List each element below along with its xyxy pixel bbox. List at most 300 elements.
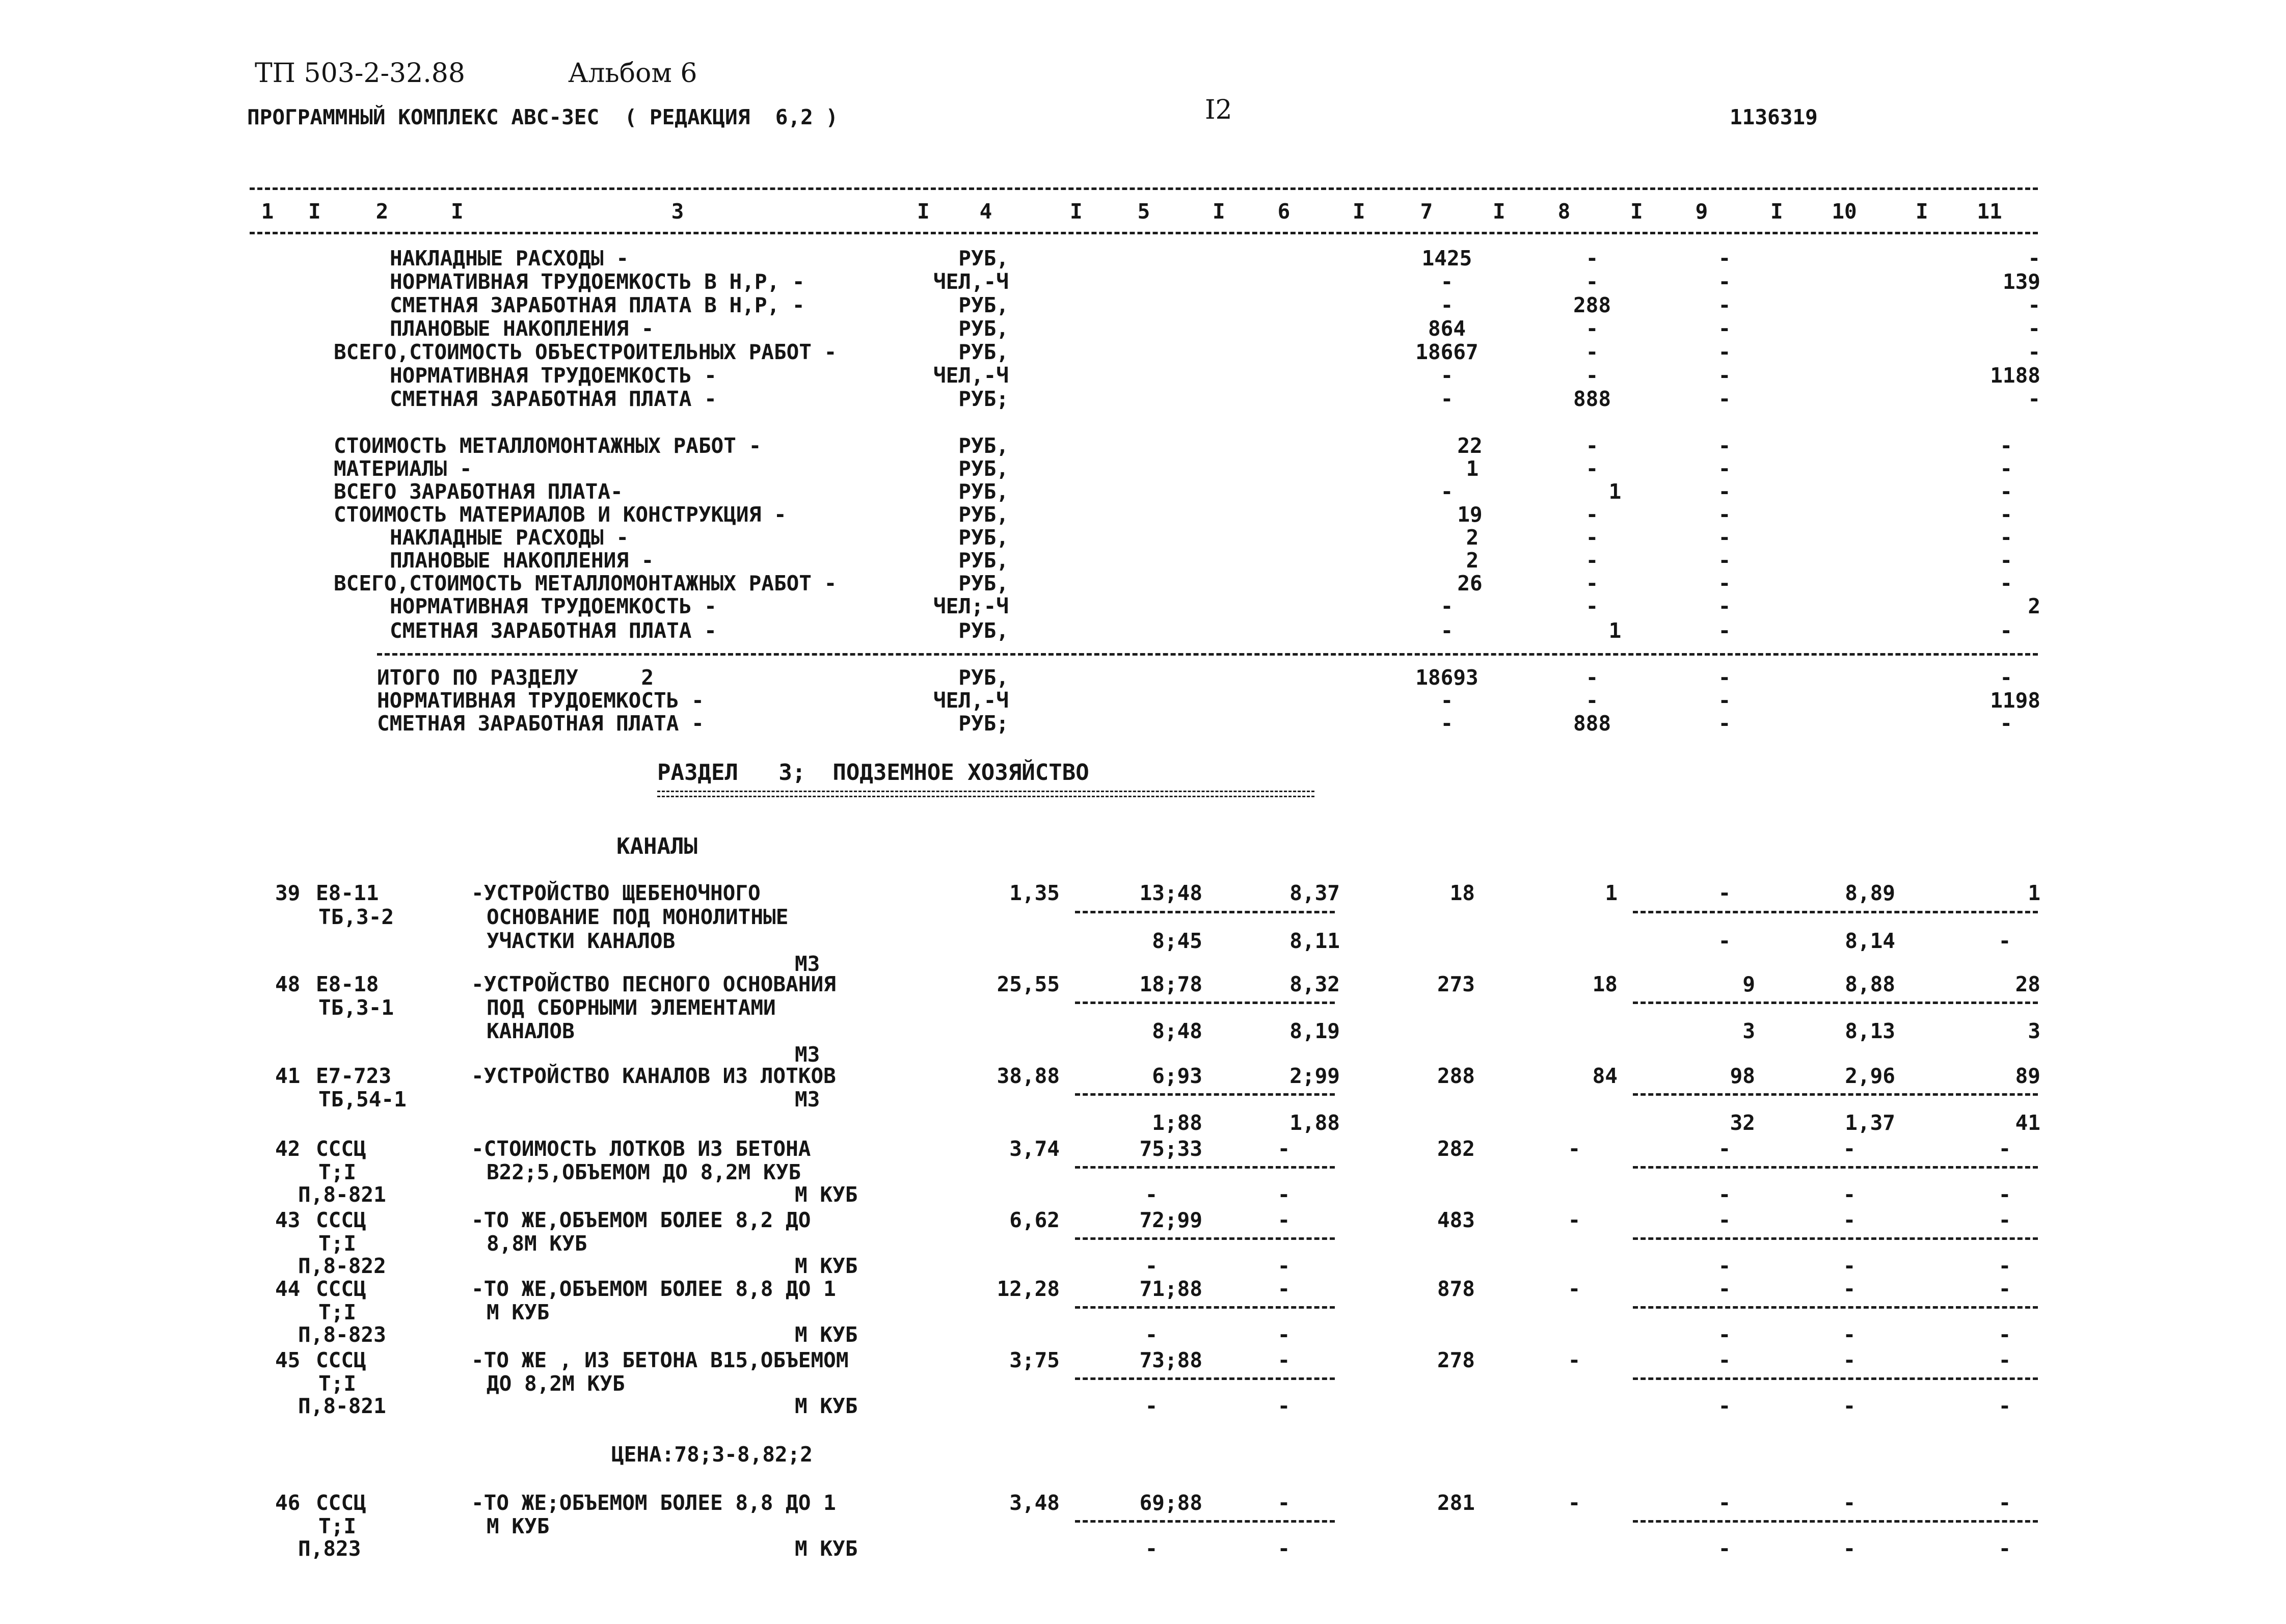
cell-rule xyxy=(1633,1237,2038,1240)
summary-col11: - xyxy=(2000,456,2012,481)
cell-rule xyxy=(1075,1002,1335,1004)
summary-col9: - xyxy=(1718,618,1731,643)
item-description: М КУБ xyxy=(487,1514,550,1538)
item-description: -ТО ЖЕ,ОБЪЕМОМ БОЛЕЕ 8,2 ДО xyxy=(471,1208,811,1232)
item-col6: 8,37 xyxy=(1289,881,1340,905)
summary-col11: - xyxy=(2000,618,2012,643)
summary-col11: - xyxy=(2028,293,2040,317)
item-col9-sub: - xyxy=(1718,929,1731,953)
item-col6-sub: 1,88 xyxy=(1289,1111,1340,1135)
item-total: 18 xyxy=(1449,881,1475,905)
cell-rule xyxy=(1075,1520,1335,1523)
item-col9: - xyxy=(1718,1491,1731,1515)
item-col10-sub: 8,14 xyxy=(1845,929,1895,953)
summary-label: СТОИМОСТЬ МЕТАЛЛОМОНТАЖНЫХ РАБОТ - xyxy=(334,434,762,458)
column-header-11: 11 xyxy=(1977,199,2002,224)
summary-col11: - xyxy=(2028,246,2040,270)
item-total: 288 xyxy=(1437,1064,1475,1088)
item-code: СССЦ xyxy=(316,1348,366,1372)
summary-label: ВСЕГО,СТОИМОСТЬ МЕТАЛЛОМОНТАЖНЫХ РАБОТ - xyxy=(334,571,837,596)
summary-unit: РУБ, xyxy=(958,502,1009,527)
item-number: 44 xyxy=(275,1277,301,1301)
item-unit-price-sub: - xyxy=(1145,1536,1158,1561)
cell-rule xyxy=(1075,1377,1335,1380)
item-quantity: 3,48 xyxy=(1009,1491,1060,1515)
item-code: СССЦ xyxy=(316,1208,366,1232)
item-col10-sub: - xyxy=(1843,1536,1856,1561)
cell-rule xyxy=(1633,1093,2038,1096)
item-col6: - xyxy=(1277,1136,1290,1161)
column-separators: I xyxy=(308,199,321,224)
item-col9: - xyxy=(1718,1136,1731,1161)
summary-col9: - xyxy=(1718,456,1731,481)
totals-col11: - xyxy=(2000,665,2012,690)
item-code-ref: Т;I xyxy=(318,1514,357,1538)
item-total: 278 xyxy=(1437,1348,1475,1372)
summary-unit: РУБ, xyxy=(958,316,1009,341)
album-label: Альбом 6 xyxy=(568,58,697,89)
program-title: ПРОГРАММНЫЙ КОМПЛЕКС АВС-3ЕС ( РЕДАКЦИЯ 6,2 ) xyxy=(247,105,839,129)
item-col9-sub: - xyxy=(1718,1182,1731,1207)
item-unit: М3 xyxy=(795,952,820,976)
item-col9-sub: 32 xyxy=(1730,1111,1755,1135)
item-col11: - xyxy=(1998,1208,2011,1232)
item-col10: - xyxy=(1843,1208,1856,1232)
item-col10-sub: 1,37 xyxy=(1845,1111,1895,1135)
summary-col11: 139 xyxy=(2002,269,2040,294)
item-col11-sub: - xyxy=(1998,1254,2011,1278)
summary-col7: 1 xyxy=(1466,456,1479,481)
totals-label: НОРМАТИВНАЯ ТРУДОЕМКОСТЬ - xyxy=(377,688,704,713)
item-code-ref: ТБ,3-1 xyxy=(318,995,394,1020)
summary-unit: РУБ; xyxy=(958,387,1009,411)
summary-col8: - xyxy=(1585,456,1599,481)
item-quantity: 3,74 xyxy=(1009,1136,1060,1161)
summary-col11: - xyxy=(2000,571,2012,596)
item-col8: - xyxy=(1568,1491,1581,1515)
summary-unit: РУБ, xyxy=(958,525,1009,550)
totals-rule xyxy=(377,653,2038,656)
item-unit-price-sub: 8;48 xyxy=(1152,1019,1202,1043)
summary-col7: - xyxy=(1440,269,1454,294)
item-col11: - xyxy=(1998,1348,2011,1372)
item-col9-sub: - xyxy=(1718,1322,1731,1347)
summary-col9: - xyxy=(1718,316,1731,341)
item-code-ref: Т;I xyxy=(318,1371,357,1396)
item-total: 878 xyxy=(1437,1277,1475,1301)
item-unit-price-sub: - xyxy=(1145,1254,1158,1278)
summary-label: МАТЕРИАЛЫ - xyxy=(334,456,472,481)
totals-col8: 888 xyxy=(1573,711,1611,736)
item-unit-price: 73;88 xyxy=(1139,1348,1202,1372)
item-code: СССЦ xyxy=(316,1491,366,1515)
item-code: СССЦ xyxy=(316,1277,366,1301)
item-col10: - xyxy=(1843,1491,1856,1515)
summary-unit: ЧЕЛ,-Ч xyxy=(933,363,1009,388)
column-separator: I xyxy=(1353,199,1365,224)
summary-col11: - xyxy=(2000,502,2012,527)
summary-col9: - xyxy=(1718,571,1731,596)
item-unit-price: 6;93 xyxy=(1152,1064,1202,1088)
item-unit: М КУБ xyxy=(795,1536,858,1561)
item-col6-sub: - xyxy=(1277,1536,1290,1561)
item-col6-sub: - xyxy=(1277,1322,1290,1347)
header-top-rule xyxy=(250,187,2038,190)
summary-col9: - xyxy=(1718,479,1731,504)
column-separator: I xyxy=(1630,199,1643,224)
summary-col8: - xyxy=(1585,548,1599,573)
summary-col7: 864 xyxy=(1428,316,1466,341)
summary-label: НАКЛАДНЫЕ РАСХОДЫ - xyxy=(390,246,629,270)
summary-col7: - xyxy=(1440,387,1454,411)
summary-label: НАКЛАДНЫЕ РАСХОДЫ - xyxy=(390,525,629,550)
summary-col9: - xyxy=(1718,269,1731,294)
item-description: -СТОИМОСТЬ ЛОТКОВ ИЗ БЕТОНА xyxy=(471,1136,811,1161)
summary-unit: РУБ, xyxy=(958,293,1009,317)
column-separator: I xyxy=(451,199,464,224)
summary-col11: - xyxy=(2000,525,2012,550)
item-col8: 18 xyxy=(1592,972,1618,996)
item-col11-sub: 41 xyxy=(2015,1111,2040,1135)
item-description: -УСТРОЙСТВО КАНАЛОВ ИЗ ЛОТКОВ xyxy=(471,1064,836,1088)
summary-col9: - xyxy=(1718,363,1731,388)
item-total: 281 xyxy=(1437,1491,1475,1515)
summary-col11: 1188 xyxy=(1990,363,2040,388)
summary-col8: - xyxy=(1585,434,1599,458)
item-description: 8,8М КУБ xyxy=(487,1231,587,1256)
item-description: -ТО ЖЕ , ИЗ БЕТОНА В15,ОБЪЕМОМ xyxy=(471,1348,849,1372)
section-subtitle: КАНАЛЫ xyxy=(616,833,697,859)
summary-label: ПЛАНОВЫЕ НАКОПЛЕНИЯ - xyxy=(390,316,654,341)
item-col10-sub: - xyxy=(1843,1322,1856,1347)
item-col10: - xyxy=(1843,1136,1856,1161)
item-number: 41 xyxy=(275,1064,301,1088)
item-total: 483 xyxy=(1437,1208,1475,1232)
item-description: УЧАСТКИ КАНАЛОВ xyxy=(487,929,676,953)
item-unit-price: 69;88 xyxy=(1139,1491,1202,1515)
summary-col9: - xyxy=(1718,502,1731,527)
item-col8: - xyxy=(1568,1208,1581,1232)
item-col10: 2,96 xyxy=(1845,1064,1895,1088)
section-title: РАЗДЕЛ 3; ПОДЗЕМНОЕ ХОЗЯЙСТВО xyxy=(657,760,1089,786)
item-description: -ТО ЖЕ;ОБЪЕМОМ БОЛЕЕ 8,8 ДО 1 xyxy=(471,1491,836,1515)
item-col11: - xyxy=(1998,1277,2011,1301)
cell-rule xyxy=(1633,911,2038,913)
item-code: Е8-18 xyxy=(316,972,379,996)
item-col6: - xyxy=(1277,1208,1290,1232)
item-col10-sub: 8,13 xyxy=(1845,1019,1895,1043)
item-col8: - xyxy=(1568,1136,1581,1161)
summary-unit: РУБ, xyxy=(958,456,1009,481)
column-separator: I xyxy=(1493,199,1505,224)
item-quantity: 12,28 xyxy=(997,1277,1060,1301)
summary-col7: - xyxy=(1440,363,1454,388)
summary-col8: - xyxy=(1585,594,1599,618)
summary-col7: 1425 xyxy=(1421,246,1472,270)
cell-rule xyxy=(1075,1306,1335,1309)
item-code-ref: П,8-822 xyxy=(298,1254,386,1278)
summary-unit: РУБ, xyxy=(958,618,1009,643)
item-col10: - xyxy=(1843,1348,1856,1372)
summary-col7: 18667 xyxy=(1415,340,1478,364)
document-number: 1136319 xyxy=(1730,105,1818,129)
item-quantity: 6,62 xyxy=(1009,1208,1060,1232)
cell-rule xyxy=(1075,1166,1335,1169)
item-description: КАНАЛОВ xyxy=(487,1019,575,1043)
totals-col7: 18693 xyxy=(1415,665,1478,690)
column-header-8: 8 xyxy=(1557,199,1571,224)
column-separator: I xyxy=(917,199,930,224)
totals-col8: - xyxy=(1585,688,1599,713)
item-code: Е8-11 xyxy=(316,881,379,905)
item-col9-sub: - xyxy=(1718,1536,1731,1561)
summary-label: ВСЕГО ЗАРАБОТНАЯ ПЛАТА- xyxy=(334,479,623,504)
column-header-1: 1 xyxy=(261,199,274,224)
item-col11: - xyxy=(1998,1491,2011,1515)
summary-col7: - xyxy=(1440,479,1454,504)
totals-label: ИТОГО ПО РАЗДЕЛУ 2 xyxy=(377,665,654,690)
item-col6-sub: - xyxy=(1277,1254,1290,1278)
summary-col11: - xyxy=(2028,387,2040,411)
page-number: I2 xyxy=(1205,95,1232,125)
item-col9: - xyxy=(1718,881,1731,905)
summary-col8: - xyxy=(1585,363,1599,388)
item-col11-sub: - xyxy=(1998,1394,2011,1418)
item-number: 42 xyxy=(275,1136,301,1161)
item-code: Е7-723 xyxy=(316,1064,392,1088)
item-unit-price: 71;88 xyxy=(1139,1277,1202,1301)
item-code-ref: ТБ,54-1 xyxy=(318,1087,407,1112)
summary-unit: РУБ, xyxy=(958,479,1009,504)
item-col10: - xyxy=(1843,1277,1856,1301)
cell-rule xyxy=(1075,911,1335,913)
column-header-2: 2 xyxy=(375,199,389,224)
summary-label: НОРМАТИВНАЯ ТРУДОЕМКОСТЬ - xyxy=(390,363,717,388)
column-header-10: 10 xyxy=(1832,199,1857,224)
item-unit-price-sub: - xyxy=(1145,1322,1158,1347)
summary-col9: - xyxy=(1718,594,1731,618)
item-description: -УСТРОЙСТВО ЩЕБЕНОЧНОГО xyxy=(471,881,761,905)
summary-col8: - xyxy=(1585,502,1599,527)
item-col6-sub: - xyxy=(1277,1182,1290,1207)
item-code: СССЦ xyxy=(316,1136,366,1161)
item-number: 46 xyxy=(275,1491,301,1515)
item-col11: 89 xyxy=(2015,1064,2040,1088)
summary-col8: - xyxy=(1585,340,1599,364)
item-quantity: 3;75 xyxy=(1009,1348,1060,1372)
totals-label: СМЕТНАЯ ЗАРАБОТНАЯ ПЛАТА - xyxy=(377,711,704,736)
summary-col8: 288 xyxy=(1573,293,1611,317)
item-unit-price: 72;99 xyxy=(1139,1208,1202,1232)
item-col6: - xyxy=(1277,1277,1290,1301)
summary-unit: РУБ, xyxy=(958,340,1009,364)
summary-unit: РУБ, xyxy=(958,246,1009,270)
summary-col11: - xyxy=(2000,548,2012,573)
section-title-underline xyxy=(657,791,1314,797)
cell-rule xyxy=(1633,1306,2038,1309)
item-number: 48 xyxy=(275,972,301,996)
item-number: 39 xyxy=(275,881,301,905)
totals-col8: - xyxy=(1585,665,1599,690)
item-col9-sub: - xyxy=(1718,1254,1731,1278)
item-unit-price: 75;33 xyxy=(1139,1136,1202,1161)
summary-label: СМЕТНАЯ ЗАРАБОТНАЯ ПЛАТА - xyxy=(390,387,717,411)
column-header-4: 4 xyxy=(979,199,992,224)
summary-col8: 1 xyxy=(1608,479,1622,504)
price-note: ЦЕНА:78;3-8,82;2 xyxy=(611,1442,813,1467)
item-total: 273 xyxy=(1437,972,1475,996)
item-col11-sub: 3 xyxy=(2028,1019,2040,1043)
summary-col11: - xyxy=(2028,316,2040,341)
totals-unit: РУБ, xyxy=(958,665,1009,690)
summary-col7: - xyxy=(1440,594,1454,618)
summary-unit: РУБ, xyxy=(958,571,1009,596)
item-col10: 8,89 xyxy=(1845,881,1895,905)
item-code-ref: Т;I xyxy=(318,1231,357,1256)
summary-col9: - xyxy=(1718,293,1731,317)
header-bottom-rule xyxy=(250,232,2038,234)
summary-unit: РУБ, xyxy=(958,548,1009,573)
totals-col11: 1198 xyxy=(1990,688,2040,713)
item-col11-sub: - xyxy=(1998,1182,2011,1207)
summary-col9: - xyxy=(1718,387,1731,411)
item-description: ОСНОВАНИЕ ПОД МОНОЛИТНЫЕ xyxy=(487,905,789,929)
column-separator: I xyxy=(1770,199,1783,224)
item-number: 45 xyxy=(275,1348,301,1372)
summary-label: СМЕТНАЯ ЗАРАБОТНАЯ ПЛАТА В Н,Р, - xyxy=(390,293,805,317)
item-unit-price: 18;78 xyxy=(1139,972,1202,996)
item-unit: М КУБ xyxy=(795,1322,858,1347)
item-unit-price-sub: 8;45 xyxy=(1152,929,1202,953)
item-col8: - xyxy=(1568,1348,1581,1372)
item-col9: - xyxy=(1718,1208,1731,1232)
summary-label: СМЕТНАЯ ЗАРАБОТНАЯ ПЛАТА - xyxy=(390,618,717,643)
summary-label: ПЛАНОВЫЕ НАКОПЛЕНИЯ - xyxy=(390,548,654,573)
summary-col8: - xyxy=(1585,525,1599,550)
item-description: М КУБ xyxy=(487,1300,550,1324)
item-col9-sub: 3 xyxy=(1742,1019,1755,1043)
item-col11: - xyxy=(1998,1136,2011,1161)
item-col6: 8,32 xyxy=(1289,972,1340,996)
item-unit: М3 xyxy=(795,1042,820,1067)
item-col6-sub: 8,11 xyxy=(1289,929,1340,953)
item-description: ПОД СБОРНЫМИ ЭЛЕМЕНТАМИ xyxy=(487,995,776,1020)
summary-col8: - xyxy=(1585,571,1599,596)
item-col10-sub: - xyxy=(1843,1394,1856,1418)
summary-col7: - xyxy=(1440,618,1454,643)
column-separator: I xyxy=(1213,199,1225,224)
item-col9: 9 xyxy=(1742,972,1755,996)
item-col6: - xyxy=(1277,1348,1290,1372)
cell-rule xyxy=(1633,1002,2038,1004)
item-col9: - xyxy=(1718,1277,1731,1301)
item-unit: М КУБ xyxy=(795,1394,858,1418)
item-col6-sub: - xyxy=(1277,1394,1290,1418)
column-header-6: 6 xyxy=(1277,199,1290,224)
item-description: ДО 8,2М КУБ xyxy=(487,1371,625,1396)
summary-col7: 2 xyxy=(1466,525,1479,550)
totals-unit: РУБ; xyxy=(958,711,1009,736)
totals-unit: ЧЕЛ,-Ч xyxy=(933,688,1009,713)
cell-rule xyxy=(1075,1093,1335,1096)
item-code-ref: П,823 xyxy=(298,1536,361,1561)
summary-label: СТОИМОСТЬ МАТЕРИАЛОВ И КОНСТРУКЦИЯ - xyxy=(334,502,787,527)
summary-col8: 1 xyxy=(1608,618,1622,643)
summary-col9: - xyxy=(1718,525,1731,550)
summary-label: НОРМАТИВНАЯ ТРУДОЕМКОСТЬ В Н,Р, - xyxy=(390,269,805,294)
cell-rule xyxy=(1633,1166,2038,1169)
summary-label: ВСЕГО,СТОИМОСТЬ ОБЪЕСТРОИТЕЛЬНЫХ РАБОТ - xyxy=(334,340,837,364)
summary-col11: - xyxy=(2028,340,2040,364)
item-unit: М3 xyxy=(795,1087,820,1112)
item-col8: - xyxy=(1568,1277,1581,1301)
item-col11-sub: - xyxy=(1998,929,2011,953)
item-unit-price: 13;48 xyxy=(1139,881,1202,905)
column-separator: I xyxy=(1070,199,1083,224)
item-col6-sub: 8,19 xyxy=(1289,1019,1340,1043)
item-col9: - xyxy=(1718,1348,1731,1372)
summary-col11: - xyxy=(2000,479,2012,504)
item-col11: 1 xyxy=(2028,881,2040,905)
summary-col8: - xyxy=(1585,269,1599,294)
summary-col7: 26 xyxy=(1457,571,1483,596)
summary-col7: 2 xyxy=(1466,548,1479,573)
summary-unit: ЧЕЛ,-Ч xyxy=(933,269,1009,294)
totals-col9: - xyxy=(1718,688,1731,713)
summary-label: НОРМАТИВНАЯ ТРУДОЕМКОСТЬ - xyxy=(390,594,717,618)
item-unit-price-sub: - xyxy=(1145,1182,1158,1207)
column-header-3: 3 xyxy=(671,199,684,224)
item-number: 43 xyxy=(275,1208,301,1232)
item-unit-price-sub: - xyxy=(1145,1394,1158,1418)
item-unit: М КУБ xyxy=(795,1254,858,1278)
cell-rule xyxy=(1075,1237,1335,1240)
summary-col11: 2 xyxy=(2028,594,2040,618)
item-total: 282 xyxy=(1437,1136,1475,1161)
item-description: В22;5,ОБЪЕМОМ ДО 8,2М КУБ xyxy=(487,1160,801,1184)
summary-col7: 19 xyxy=(1457,502,1483,527)
summary-col9: - xyxy=(1718,340,1731,364)
totals-col9: - xyxy=(1718,665,1731,690)
totals-col11: - xyxy=(2000,711,2012,736)
item-quantity: 38,88 xyxy=(997,1064,1060,1088)
cell-rule xyxy=(1633,1377,2038,1380)
item-description: -ТО ЖЕ,ОБЪЕМОМ БОЛЕЕ 8,8 ДО 1 xyxy=(471,1277,836,1301)
summary-col8: - xyxy=(1585,316,1599,341)
item-quantity: 25,55 xyxy=(997,972,1060,996)
item-col8: 84 xyxy=(1592,1064,1618,1088)
cell-rule xyxy=(1633,1520,2038,1523)
column-header-5: 5 xyxy=(1137,199,1150,224)
item-col11-sub: - xyxy=(1998,1536,2011,1561)
item-col9-sub: - xyxy=(1718,1394,1731,1418)
summary-col7: 22 xyxy=(1457,434,1483,458)
item-col11: 28 xyxy=(2015,972,2040,996)
item-col6: 2;99 xyxy=(1289,1064,1340,1088)
totals-col7: - xyxy=(1440,711,1454,736)
item-col10: 8,88 xyxy=(1845,972,1895,996)
item-code-ref: П,8-821 xyxy=(298,1182,386,1207)
item-code-ref: Т;I xyxy=(318,1300,357,1324)
item-code-ref: Т;I xyxy=(318,1160,357,1184)
summary-unit: ЧЕЛ;-Ч xyxy=(933,594,1009,618)
column-header-9: 9 xyxy=(1695,199,1708,224)
summary-col11: - xyxy=(2000,434,2012,458)
summary-col7: - xyxy=(1440,293,1454,317)
item-col10-sub: - xyxy=(1843,1254,1856,1278)
item-code-ref: П,8-821 xyxy=(298,1394,386,1418)
item-unit-price-sub: 1;88 xyxy=(1152,1111,1202,1135)
